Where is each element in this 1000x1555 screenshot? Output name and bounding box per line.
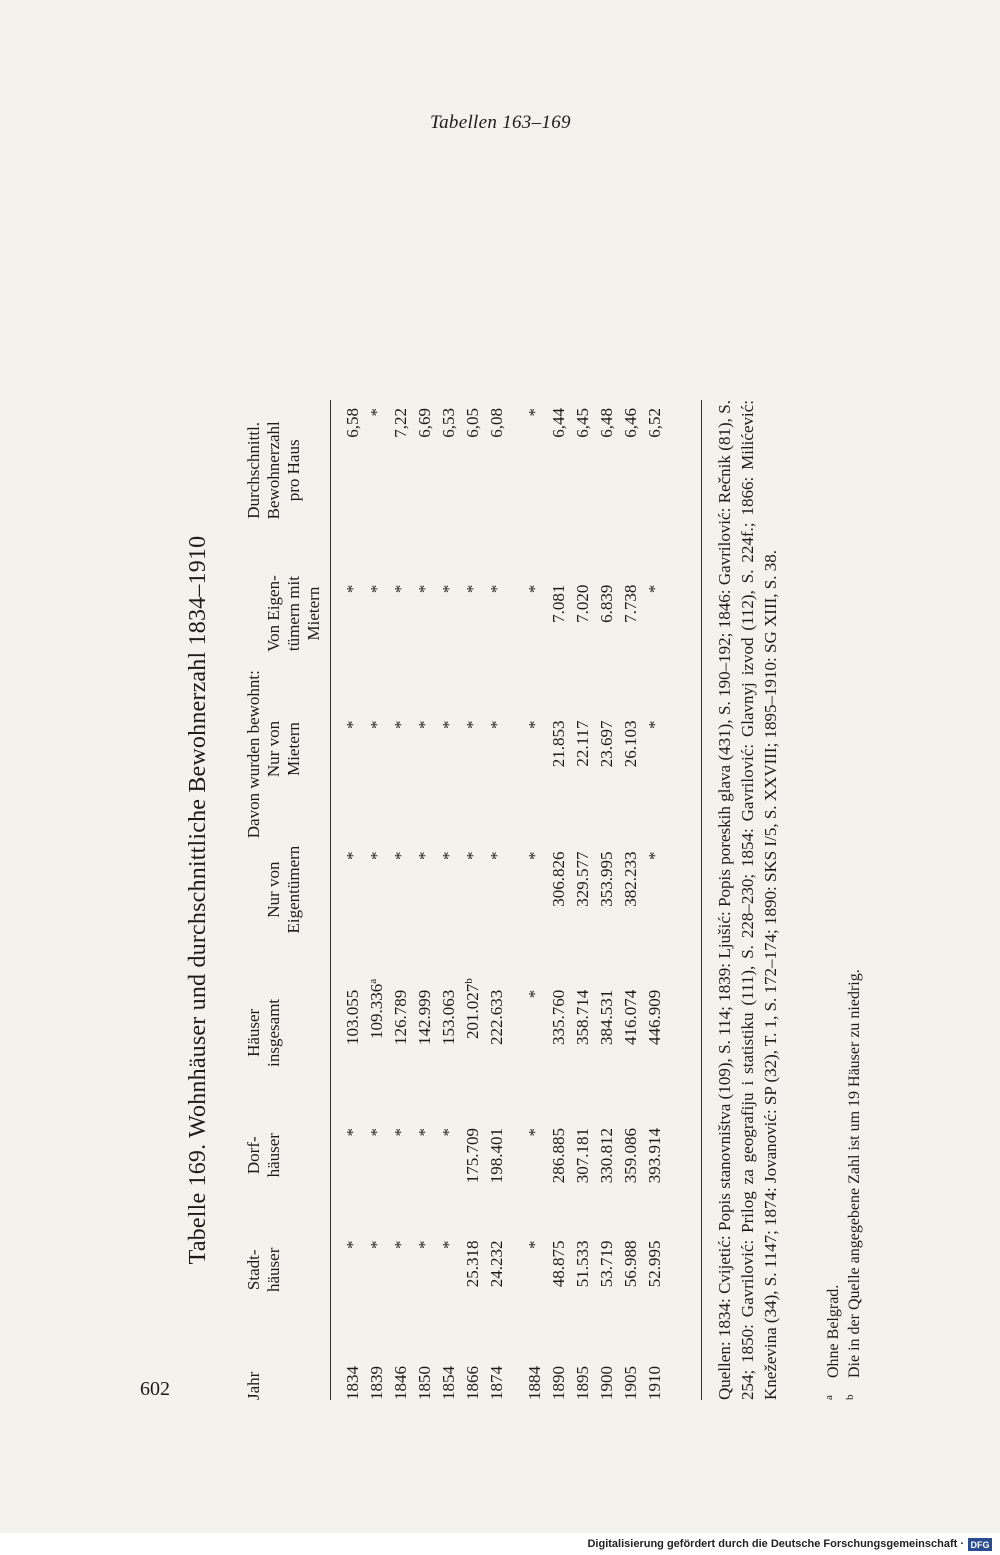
cell-year-value: 1834 xyxy=(343,1366,362,1400)
table-row xyxy=(571,400,595,1400)
cell-year-value: 1850 xyxy=(415,1366,434,1400)
cell-eigentuemer-mit-mietern xyxy=(413,541,437,687)
cell-eigentuemer xyxy=(643,811,667,967)
cell-dorfhaeuser xyxy=(389,1098,413,1213)
cell-year xyxy=(485,1327,509,1400)
cell-eigentuemer-value: * xyxy=(391,851,410,860)
cell-stadthaeuser xyxy=(389,1213,413,1328)
cell-year xyxy=(461,1327,485,1400)
cell-eigentuemer-value: * xyxy=(463,851,482,860)
cell-stadthaeuser xyxy=(485,1213,509,1328)
cell-durchschnitt xyxy=(461,400,485,541)
cell-year xyxy=(547,1327,571,1400)
cell-eigentuemer-mit-mietern-value: * xyxy=(463,584,482,594)
cell-mieter xyxy=(413,686,437,811)
cell-mieter-value: * xyxy=(525,720,544,729)
cell-durchschnitt-value: 6,05 xyxy=(463,408,482,438)
cell-mieter xyxy=(595,686,619,811)
cell-dorfhaeuser-value: * xyxy=(525,1127,544,1137)
cell-dorfhaeuser xyxy=(643,1098,667,1213)
group-header: Davon wurden bewohnt: xyxy=(244,670,263,839)
cell-dorfhaeuser-value: 286.885 xyxy=(549,1127,568,1184)
cell-haeuser-insgesamt xyxy=(365,968,389,1098)
cell-year xyxy=(437,1327,461,1400)
cell-stadthaeuser xyxy=(547,1213,571,1328)
cell-eigentuemer-mit-mietern-value: * xyxy=(439,584,458,594)
cell-eigentuemer-value: * xyxy=(367,851,386,860)
cell-durchschnitt-value: 6,53 xyxy=(439,408,458,438)
cell-mieter-value: * xyxy=(439,720,458,729)
column-header-dorfhaeuser: Dorf- häuser xyxy=(244,1133,283,1178)
footnote-text: Die in der Quelle angegebene Zahl ist um 19 Häuser zu niedrig. xyxy=(846,969,863,1378)
footnote-text: Ohne Belgrad. xyxy=(825,1284,842,1378)
cell-durchschnitt-value: 6,69 xyxy=(415,408,434,438)
cell-haeuser-insgesamt-value: 153.063 xyxy=(439,989,458,1045)
data-table xyxy=(241,400,667,1400)
cell-stadthaeuser-value: * xyxy=(367,1240,386,1250)
cell-haeuser-insgesamt-value: 142.999 xyxy=(415,989,434,1045)
cell-haeuser-insgesamt xyxy=(437,968,461,1098)
cell-haeuser-insgesamt-value: 222.633 xyxy=(487,989,506,1045)
cell-eigentuemer-mit-mietern-value: 7.081 xyxy=(549,584,568,623)
cell-eigentuemer-value: * xyxy=(415,851,434,860)
cell-eigentuemer-mit-mietern xyxy=(643,541,667,687)
cell-haeuser-insgesamt-value: 103.055 xyxy=(343,989,362,1045)
cell-year xyxy=(643,1327,667,1400)
cell-eigentuemer-value: * xyxy=(439,851,458,860)
footnote-b xyxy=(844,400,865,1400)
cell-year xyxy=(331,1327,366,1400)
cell-dorfhaeuser-value: 198.401 xyxy=(487,1127,506,1184)
cell-dorfhaeuser xyxy=(485,1098,509,1213)
cell-mieter xyxy=(619,686,643,811)
cell-eigentuemer-mit-mietern xyxy=(523,541,547,687)
cell-dorfhaeuser xyxy=(547,1098,571,1213)
cell-eigentuemer-value: 382.233 xyxy=(621,851,640,907)
cell-eigentuemer xyxy=(547,811,571,967)
cell-haeuser-insgesamt-value: 384.531 xyxy=(597,989,616,1045)
cell-haeuser-insgesamt xyxy=(523,968,547,1098)
cell-stadthaeuser-value: * xyxy=(391,1240,410,1250)
cell-mieter-value: * xyxy=(367,720,386,729)
cell-eigentuemer xyxy=(595,811,619,967)
cell-dorfhaeuser xyxy=(619,1098,643,1213)
footnote-mark: b xyxy=(844,1394,856,1400)
cell-mieter-value: * xyxy=(391,720,410,729)
cell-mieter-value: 26.103 xyxy=(621,720,640,768)
cell-mieter-value: * xyxy=(343,720,362,729)
table-row xyxy=(437,400,461,1400)
cell-year-value: 1900 xyxy=(597,1366,616,1400)
footer-bar xyxy=(0,1533,1000,1555)
cell-stadthaeuser xyxy=(365,1213,389,1328)
cell-eigentuemer-mit-mietern-value: * xyxy=(525,584,544,594)
cell-dorfhaeuser-value: 393.914 xyxy=(645,1127,664,1184)
cell-dorfhaeuser-value: 307.181 xyxy=(573,1127,592,1184)
table-title: Tabelle 169. Wohnhäuser und durchschnittliche Bewohnerzahl 1834–1910 xyxy=(185,535,211,1265)
cell-haeuser-insgesamt-value: 201.027 xyxy=(463,983,482,1039)
table-row xyxy=(389,400,413,1400)
cell-durchschnitt xyxy=(331,400,366,541)
rotated-table-block xyxy=(183,340,903,1400)
cell-durchschnitt xyxy=(595,400,619,541)
cell-mieter-value: * xyxy=(487,720,506,729)
cell-durchschnitt xyxy=(389,400,413,541)
cell-haeuser-insgesamt-value: 126.789 xyxy=(391,989,410,1045)
cell-year xyxy=(413,1327,437,1400)
cell-dorfhaeuser-value: * xyxy=(415,1127,434,1137)
cell-durchschnitt-value: 6,45 xyxy=(573,408,592,438)
cell-dorfhaeuser xyxy=(571,1098,595,1213)
cell-stadthaeuser-value: 48.875 xyxy=(549,1240,568,1288)
table-row xyxy=(619,400,643,1400)
table-row xyxy=(643,400,667,1400)
cell-stadthaeuser xyxy=(571,1213,595,1328)
cell-eigentuemer-value: * xyxy=(487,851,506,860)
cell-durchschnitt xyxy=(619,400,643,541)
cell-dorfhaeuser-value: * xyxy=(391,1127,410,1137)
cell-stadthaeuser-value: 25.318 xyxy=(463,1240,482,1288)
cell-dorfhaeuser-value: * xyxy=(439,1127,458,1137)
cell-durchschnitt-value: 6,48 xyxy=(597,408,616,438)
cell-eigentuemer-mit-mietern-value: * xyxy=(391,584,410,594)
cell-stadthaeuser-value: * xyxy=(525,1240,544,1250)
cell-year-value: 1866 xyxy=(463,1366,482,1400)
cell-year xyxy=(595,1327,619,1400)
cell-mieter xyxy=(365,686,389,811)
cell-durchschnitt-value: * xyxy=(367,408,386,417)
cell-haeuser-insgesamt xyxy=(595,968,619,1098)
cell-eigentuemer xyxy=(331,811,366,967)
cell-eigentuemer-mit-mietern xyxy=(365,541,389,687)
cell-year xyxy=(389,1327,413,1400)
column-header-stadthaeuser: Stadt- häuser xyxy=(244,1247,283,1292)
cell-stadthaeuser-value: 51.533 xyxy=(573,1240,592,1288)
cell-eigentuemer xyxy=(413,811,437,967)
footnote-ref: a xyxy=(367,978,379,984)
spacer-cell xyxy=(509,400,523,1400)
cell-eigentuemer-mit-mietern xyxy=(461,541,485,687)
sources-text: Quellen: 1834: Cvijetić: Popis stanovništva (109), S. 114; 1839: Ljušić: Popis poreskih glava (431), S. 190–192; 1846: Gavrilović: Rečnik (81), S. 254; 1850: Gavrilović: Prilog za geografiju i statistiku (111), S. 228–230; 1854: Gavrilović: Glavnyj izvod (112), S. 224f.; 1866: Milićević: Kneževina (34), S. 1147; 1874: Jovanović: SP (32), T. 1, S. 172–174; 1890: SKS I/5, S. XXVIII; 1895–1910: SG XIII, S. 38. xyxy=(715,400,780,1400)
cell-eigentuemer xyxy=(389,811,413,967)
sources-paragraph xyxy=(713,400,782,1400)
column-header-eigentuemer: Nur von Eigentümern xyxy=(264,845,303,934)
cell-eigentuemer xyxy=(523,811,547,967)
cell-haeuser-insgesamt-value: 416.074 xyxy=(621,989,640,1045)
cell-dorfhaeuser-value: 330.812 xyxy=(597,1127,616,1184)
cell-eigentuemer xyxy=(485,811,509,967)
cell-stadthaeuser xyxy=(461,1213,485,1328)
cell-mieter xyxy=(389,686,413,811)
cell-mieter-value: 23.697 xyxy=(597,720,616,768)
cell-eigentuemer-mit-mietern xyxy=(595,541,619,687)
cell-eigentuemer-mit-mietern-value: * xyxy=(415,584,434,594)
cell-eigentuemer-value: 353.995 xyxy=(597,851,616,907)
cell-stadthaeuser xyxy=(413,1213,437,1328)
cell-stadthaeuser xyxy=(643,1213,667,1328)
cell-eigentuemer xyxy=(619,811,643,967)
cell-durchschnitt-value: 6,52 xyxy=(645,408,664,438)
cell-eigentuemer-mit-mietern xyxy=(331,541,366,687)
cell-stadthaeuser-value: 52.995 xyxy=(645,1240,664,1288)
cell-haeuser-insgesamt xyxy=(461,968,485,1098)
cell-eigentuemer-value: 306.826 xyxy=(549,851,568,907)
cell-dorfhaeuser-value: 359.086 xyxy=(621,1127,640,1184)
cell-stadthaeuser-value: * xyxy=(415,1240,434,1250)
cell-eigentuemer-value: * xyxy=(525,851,544,860)
cell-mieter-value: 21.853 xyxy=(549,720,568,768)
column-header-mieter: Nur von Mietern xyxy=(264,720,303,778)
cell-year-value: 1884 xyxy=(525,1366,544,1400)
dfg-logo: DFG xyxy=(968,1538,992,1551)
cell-year-value: 1905 xyxy=(621,1366,640,1400)
footer-funding-text: Digitalisierung gefördert durch die Deutsche Forschungsgemeinschaft · xyxy=(587,1538,964,1550)
cell-eigentuemer xyxy=(461,811,485,967)
table-row xyxy=(523,400,547,1400)
cell-mieter xyxy=(331,686,366,811)
footnotes xyxy=(823,400,865,1400)
cell-durchschnitt xyxy=(571,400,595,541)
cell-haeuser-insgesamt-value: 446.909 xyxy=(645,989,664,1045)
cell-haeuser-insgesamt xyxy=(619,968,643,1098)
cell-eigentuemer-mit-mietern xyxy=(571,541,595,687)
cell-haeuser-insgesamt xyxy=(571,968,595,1098)
cell-year-value: 1895 xyxy=(573,1366,592,1400)
cell-mieter-value: * xyxy=(463,720,482,729)
cell-durchschnitt-value: 6,44 xyxy=(549,408,568,438)
table-row xyxy=(365,400,389,1400)
cell-eigentuemer xyxy=(437,811,461,967)
table-row xyxy=(485,400,509,1400)
cell-mieter xyxy=(485,686,509,811)
cell-durchschnitt-value: 7,22 xyxy=(391,408,410,438)
cell-stadthaeuser-value: 53.719 xyxy=(597,1240,616,1288)
cell-stadthaeuser xyxy=(523,1213,547,1328)
cell-dorfhaeuser-value: 175.709 xyxy=(463,1127,482,1184)
cell-durchschnitt xyxy=(365,400,389,541)
cell-dorfhaeuser-value: * xyxy=(343,1127,362,1137)
cell-dorfhaeuser xyxy=(437,1098,461,1213)
cell-durchschnitt xyxy=(523,400,547,541)
cell-durchschnitt xyxy=(547,400,571,541)
cell-haeuser-insgesamt xyxy=(331,968,366,1098)
cell-eigentuemer-value: * xyxy=(645,851,664,860)
table-row xyxy=(331,400,366,1400)
footnote-a xyxy=(823,400,844,1400)
cell-eigentuemer-mit-mietern-value: * xyxy=(645,584,664,594)
cell-mieter xyxy=(643,686,667,811)
cell-mieter xyxy=(437,686,461,811)
cell-year-value: 1839 xyxy=(367,1366,386,1400)
row-spacer xyxy=(509,400,523,1400)
cell-year-value: 1890 xyxy=(549,1366,568,1400)
cell-haeuser-insgesamt xyxy=(389,968,413,1098)
cell-year xyxy=(523,1327,547,1400)
cell-eigentuemer-mit-mietern-value: * xyxy=(487,584,506,594)
cell-year-value: 1910 xyxy=(645,1366,664,1400)
cell-stadthaeuser-value: * xyxy=(439,1240,458,1250)
cell-durchschnitt xyxy=(413,400,437,541)
cell-eigentuemer-mit-mietern-value: * xyxy=(343,584,362,594)
cell-haeuser-insgesamt xyxy=(485,968,509,1098)
cell-mieter-value: * xyxy=(645,720,664,729)
cell-eigentuemer-mit-mietern xyxy=(619,541,643,687)
cell-mieter xyxy=(461,686,485,811)
footnote-ref: b xyxy=(463,978,475,984)
cell-durchschnitt-value: 6,46 xyxy=(621,408,640,438)
footnote-mark: a xyxy=(823,1395,835,1400)
cell-eigentuemer-mit-mietern-value: 6.839 xyxy=(597,584,616,623)
cell-mieter-value: * xyxy=(415,720,434,729)
cell-stadthaeuser xyxy=(437,1213,461,1328)
cell-dorfhaeuser xyxy=(413,1098,437,1213)
cell-haeuser-insgesamt xyxy=(643,968,667,1098)
cell-mieter xyxy=(547,686,571,811)
column-header-haeuser-insgesamt: Häuser insgesamt xyxy=(244,998,283,1067)
cell-year xyxy=(571,1327,595,1400)
cell-year-value: 1854 xyxy=(439,1366,458,1400)
cell-haeuser-insgesamt xyxy=(413,968,437,1098)
cell-eigentuemer-mit-mietern xyxy=(389,541,413,687)
cell-durchschnitt-value: 6,58 xyxy=(343,408,362,438)
cell-stadthaeuser-value: 56.988 xyxy=(621,1240,640,1288)
table-row xyxy=(461,400,485,1400)
cell-dorfhaeuser-value: * xyxy=(367,1127,386,1137)
cell-stadthaeuser xyxy=(595,1213,619,1328)
table-body xyxy=(331,400,668,1400)
table-row xyxy=(547,400,571,1400)
cell-eigentuemer xyxy=(365,811,389,967)
cell-durchschnitt-value: * xyxy=(525,408,544,417)
cell-durchschnitt xyxy=(643,400,667,541)
cell-year-value: 1846 xyxy=(391,1366,410,1400)
cell-eigentuemer-mit-mietern-value: * xyxy=(367,584,386,594)
cell-eigentuemer-mit-mietern-value: 7.738 xyxy=(621,584,640,623)
cell-haeuser-insgesamt-value: 358.714 xyxy=(573,989,592,1045)
cell-stadthaeuser-value: * xyxy=(343,1240,362,1250)
cell-stadthaeuser xyxy=(619,1213,643,1328)
cell-mieter xyxy=(523,686,547,811)
cell-eigentuemer-mit-mietern xyxy=(485,541,509,687)
cell-eigentuemer xyxy=(571,811,595,967)
cell-eigentuemer-mit-mietern-value: 7.020 xyxy=(573,584,592,623)
running-header: Tabellen 163–169 xyxy=(430,112,571,133)
cell-stadthaeuser xyxy=(331,1213,366,1328)
cell-eigentuemer-mit-mietern xyxy=(437,541,461,687)
cell-durchschnitt xyxy=(485,400,509,541)
cell-dorfhaeuser xyxy=(331,1098,366,1213)
cell-dorfhaeuser xyxy=(461,1098,485,1213)
page-number: 602 xyxy=(140,1378,170,1400)
table-bottom-rule xyxy=(701,400,702,1400)
column-header-eigentuemer-mit-mietern: Von Eigen- tümern mit Mietern xyxy=(264,575,323,652)
cell-eigentuemer-mit-mietern xyxy=(547,541,571,687)
table-row xyxy=(413,400,437,1400)
cell-year xyxy=(365,1327,389,1400)
cell-durchschnitt xyxy=(437,400,461,541)
column-header-year: Jahr xyxy=(244,1371,263,1400)
cell-dorfhaeuser xyxy=(595,1098,619,1213)
cell-stadthaeuser-value: 24.232 xyxy=(487,1240,506,1288)
cell-mieter-value: 22.117 xyxy=(573,720,592,767)
cell-haeuser-insgesamt-value: * xyxy=(525,989,544,999)
cell-durchschnitt-value: 6,08 xyxy=(487,408,506,438)
cell-mieter xyxy=(571,686,595,811)
table-row xyxy=(595,400,619,1400)
cell-eigentuemer-value: 329.577 xyxy=(573,851,592,907)
cell-dorfhaeuser xyxy=(365,1098,389,1213)
cell-eigentuemer-value: * xyxy=(343,851,362,860)
cell-haeuser-insgesamt-value: 109.336 xyxy=(367,983,386,1039)
cell-haeuser-insgesamt xyxy=(547,968,571,1098)
cell-dorfhaeuser xyxy=(523,1098,547,1213)
cell-haeuser-insgesamt-value: 335.760 xyxy=(549,989,568,1045)
cell-year xyxy=(619,1327,643,1400)
column-header-durchschnitt: Durchschnittl. Bewohnerzahl pro Haus xyxy=(244,421,303,520)
cell-year-value: 1874 xyxy=(487,1366,506,1400)
